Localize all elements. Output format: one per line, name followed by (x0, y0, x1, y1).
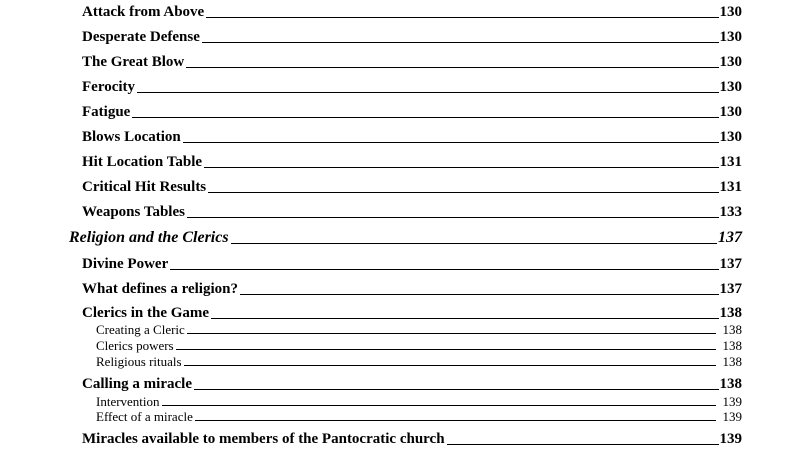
toc-entry-page: 139 (719, 431, 742, 447)
toc-entry-page: 138 (719, 376, 742, 392)
toc-leader-line (183, 141, 719, 143)
toc-entry-title: Clerics in the Game (82, 305, 210, 321)
toc-entry-title: Creating a Cleric (96, 322, 185, 337)
toc-entry-page: 138 (722, 354, 742, 369)
toc-entry-divine-power[interactable] (82, 257, 742, 272)
toc-entry-page: 137 (719, 281, 742, 297)
toc-leader-line (170, 268, 718, 270)
toc-leader-line (162, 404, 716, 406)
toc-entry-page: 130 (719, 129, 742, 145)
toc-entry-calling-a-miracle[interactable] (82, 377, 742, 392)
toc-entry-title: Fatigue (82, 104, 131, 120)
toc-entry-fatigue[interactable] (82, 105, 742, 120)
toc-leader-line (231, 242, 717, 244)
toc-entry-title: Miracles available to members of the Pantocratic church (82, 431, 445, 447)
toc-leader-line (184, 364, 716, 366)
toc-leader-line (240, 293, 719, 295)
toc-leader-line (187, 332, 716, 334)
toc-leader-line (204, 166, 718, 168)
toc-entry-page: 138 (722, 322, 742, 337)
toc-entry-page: 139 (722, 394, 742, 409)
toc-entry-page: 133 (719, 204, 742, 220)
toc-leader-line (186, 66, 718, 68)
toc-entry-title: Calling a miracle (82, 376, 192, 392)
toc-subentry-effect-of-a-miracle[interactable] (96, 410, 742, 423)
toc-entry-page: 130 (719, 79, 742, 95)
toc-leader-line (447, 443, 719, 445)
toc-entry-desperate-defense[interactable] (82, 30, 742, 45)
toc-entry-hit-location-table[interactable] (82, 155, 742, 170)
toc-entry-attack-from-above[interactable] (82, 5, 742, 20)
toc-entry-miracles-available[interactable] (82, 432, 742, 447)
toc-leader-line (202, 41, 719, 43)
toc-leader-line (132, 116, 718, 118)
toc-entry-page: 130 (719, 29, 742, 45)
toc-entry-title: Hit Location Table (82, 154, 203, 170)
toc-entry-page: 138 (719, 305, 742, 321)
toc-leader-line (137, 91, 718, 93)
toc-chapter-religion-and-the-clerics[interactable] (69, 230, 742, 246)
toc-entry-page: 138 (722, 338, 742, 353)
toc-subentry-creating-a-cleric[interactable] (96, 323, 742, 336)
toc-entry-title: Desperate Defense (82, 29, 200, 45)
toc-entry-page: 131 (719, 154, 742, 170)
toc-entry-title: Religious rituals (96, 354, 182, 369)
toc-subentry-religious-rituals[interactable] (96, 355, 742, 368)
toc-entry-the-great-blow[interactable] (82, 55, 742, 70)
toc-entry-page: 137 (718, 229, 742, 246)
toc-entry-title: Clerics powers (96, 338, 174, 353)
toc-entry-page: 130 (719, 4, 742, 20)
toc-entry-title: Intervention (96, 394, 160, 409)
toc-leader-line (176, 348, 716, 350)
toc-entry-page: 130 (719, 104, 742, 120)
toc-entry-title: Effect of a miracle (96, 409, 193, 424)
toc-leader-line (206, 16, 718, 18)
toc-entry-page: 137 (719, 256, 742, 272)
toc-subentry-clerics-powers[interactable] (96, 339, 742, 352)
toc-entry-page: 130 (719, 54, 742, 70)
toc-leader-line (211, 317, 718, 319)
toc-entry-title: Attack from Above (82, 4, 205, 20)
toc-entry-title: Weapons Tables (82, 204, 185, 220)
toc-entry-what-defines-a-religion[interactable] (82, 282, 742, 297)
toc-entry-title: Divine Power (82, 256, 169, 272)
toc-leader-line (195, 419, 716, 421)
toc-subentry-intervention[interactable] (96, 395, 742, 408)
toc-entry-title: Blows Location (82, 129, 181, 145)
toc-entry-critical-hit-results[interactable] (82, 180, 742, 195)
toc-entry-ferocity[interactable] (82, 80, 742, 95)
toc-entry-clerics-in-the-game[interactable] (82, 306, 742, 321)
toc-leader-line (208, 191, 718, 193)
toc-entry-title: Critical Hit Results (82, 179, 207, 195)
toc-entry-title: What defines a religion? (82, 281, 238, 297)
toc-entry-title: Religion and the Clerics (69, 229, 229, 246)
toc-entry-blows-location[interactable] (82, 130, 742, 145)
toc-leader-line (194, 388, 719, 390)
toc-entry-title: Ferocity (82, 79, 136, 95)
toc-leader-line (187, 216, 719, 218)
toc-entry-page: 131 (719, 179, 742, 195)
toc-entry-weapons-tables[interactable] (82, 205, 742, 220)
toc-entry-title: The Great Blow (82, 54, 185, 70)
toc-entry-page: 139 (722, 409, 742, 424)
